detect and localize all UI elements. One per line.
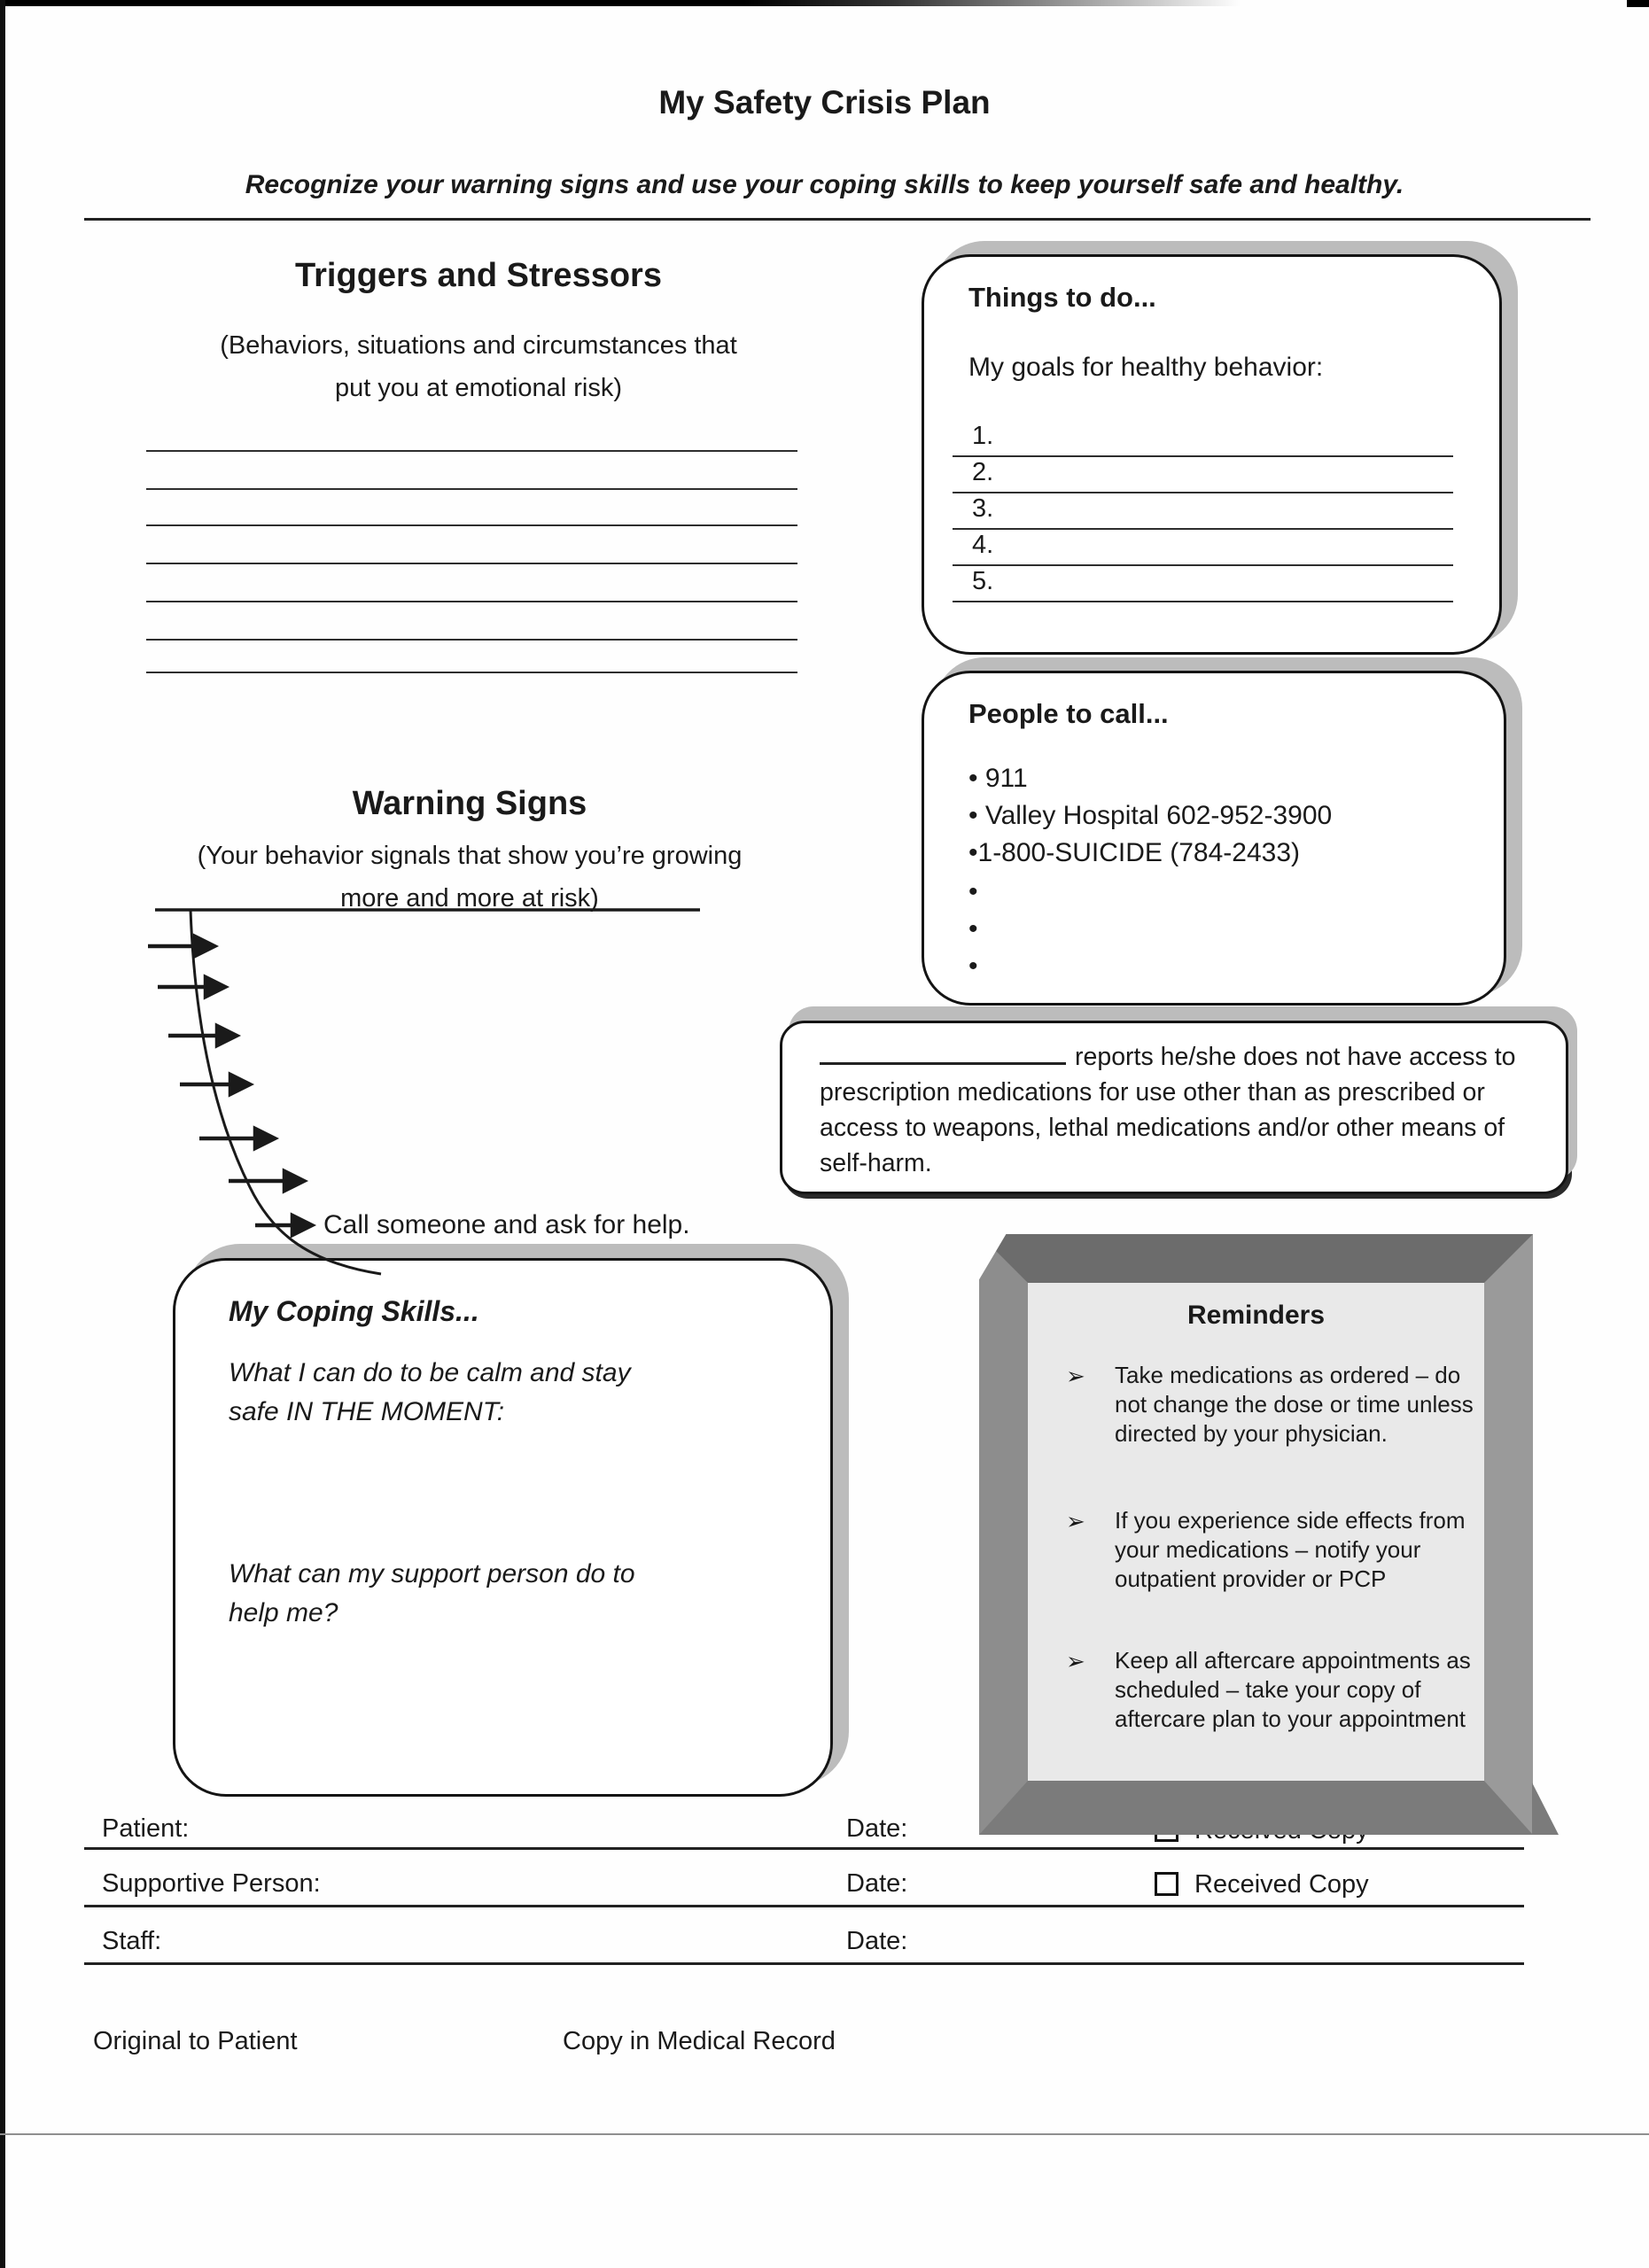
received-copy-label: Received Copy: [1194, 1870, 1369, 1899]
goal-writing-line: [953, 601, 1453, 602]
triggers-description-line1: (Behaviors, situations and circumstances that: [220, 331, 737, 360]
trigger-writing-line: [146, 488, 797, 490]
trigger-writing-line: [146, 639, 797, 641]
received-copy-checkbox: [1155, 1872, 1178, 1896]
staff-label: Staff:: [102, 1927, 162, 1955]
goal-writing-line: [953, 455, 1453, 457]
staff-signature-line: [84, 1962, 1524, 1965]
scan-artifact-faint-line: [0, 2133, 1649, 2135]
things-to-do-box: [922, 254, 1502, 655]
phone-entry-blank: •: [968, 914, 978, 944]
goal-number: 3.: [972, 494, 994, 523]
goal-writing-line: [953, 528, 1453, 530]
warning-signs-description-line1: (Your behavior signals that show you’re growing: [197, 842, 743, 870]
trigger-writing-line: [146, 672, 797, 673]
arrow-bullet-icon: ➢: [1066, 1508, 1085, 1534]
supportive-person-label: Supportive Person:: [102, 1869, 321, 1898]
things-to-do-heading: Things to do...: [968, 282, 1156, 313]
coping-skills-heading: My Coping Skills...: [229, 1295, 479, 1327]
scan-artifact-top-border: [0, 0, 1241, 6]
footer-original-to-patient: Original to Patient: [93, 2027, 298, 2055]
things-to-do-subheading: My goals for healthy behavior:: [968, 353, 1324, 382]
triggers-heading: Triggers and Stressors: [295, 257, 662, 294]
footer-copy-in-medical-record: Copy in Medical Record: [563, 2027, 836, 2055]
people-to-call-heading: People to call...: [968, 698, 1169, 729]
trigger-writing-line: [146, 524, 797, 526]
trigger-writing-line: [146, 563, 797, 564]
coping-skills-question2: What can my support person do to help me?: [229, 1559, 635, 1627]
arrow-bullet-icon: ➢: [1066, 1363, 1085, 1389]
coping-skills-box: [173, 1258, 833, 1797]
phone-entry-blank: •: [968, 877, 978, 906]
goal-number: 4.: [972, 531, 994, 559]
name-writing-line: [820, 1038, 1066, 1065]
goal-writing-line: [953, 492, 1453, 493]
goal-number: 5.: [972, 567, 994, 595]
trigger-writing-line: [146, 450, 797, 452]
date-label: Date:: [846, 1869, 908, 1898]
reminders-heading: Reminders: [1186, 1301, 1326, 1330]
access-statement-body: reports he/she does not have access to prescription medications for use other than as prescribed or access to weapons, lethal medications and/or other means of self-harm.: [820, 1043, 1516, 1177]
triggers-description-line2: put you at emotional risk): [335, 374, 622, 402]
call-someone-text: Call someone and ask for help.: [323, 1210, 690, 1239]
phone-entry: •1-800-SUICIDE (784-2433): [968, 838, 1301, 867]
phone-entry: • 911: [968, 764, 1028, 793]
warning-signs-heading: Warning Signs: [352, 785, 587, 822]
arrow-bullet-icon: ➢: [1066, 1648, 1085, 1674]
scan-artifact-top-right-mark: [1627, 0, 1649, 7]
header-divider: [84, 218, 1591, 221]
scan-artifact-left-border: [0, 0, 5, 2268]
reminders-box-corner-tab: [1532, 1783, 1559, 1835]
warning-signs-description-line2: more and more at risk): [340, 884, 599, 913]
access-statement-text: [820, 1038, 1537, 1182]
supportive-person-signature-line: [84, 1905, 1524, 1907]
page-title: My Safety Crisis Plan: [658, 84, 991, 120]
phone-entry: • Valley Hospital 602-952-3900: [968, 801, 1333, 830]
goal-writing-line: [953, 564, 1453, 566]
page-subtitle: Recognize your warning signs and use your coping skills to keep yourself safe and healthy.: [245, 170, 1404, 199]
patient-label: Patient:: [102, 1814, 190, 1843]
coping-skills-question1: What I can do to be calm and stay safe IN THE MOMENT:: [229, 1358, 631, 1426]
trigger-writing-line: [146, 601, 797, 602]
reminder-item: Take medications as ordered – do not change the dose or time unless directed by your physician.: [1115, 1362, 1474, 1447]
reminder-item: Keep all aftercare appointments as scheduled – take your copy of aftercare plan to your appointment: [1115, 1647, 1471, 1732]
date-label: Date:: [846, 1814, 908, 1843]
goal-number: 1.: [972, 422, 994, 450]
phone-entry-blank: •: [968, 951, 978, 981]
reminder-item: If you experience side effects from your medications – notify your outpatient provider or PCP: [1115, 1507, 1466, 1592]
goal-number: 2.: [972, 458, 994, 486]
date-label: Date:: [846, 1927, 908, 1955]
patient-signature-line: [84, 1847, 1524, 1850]
